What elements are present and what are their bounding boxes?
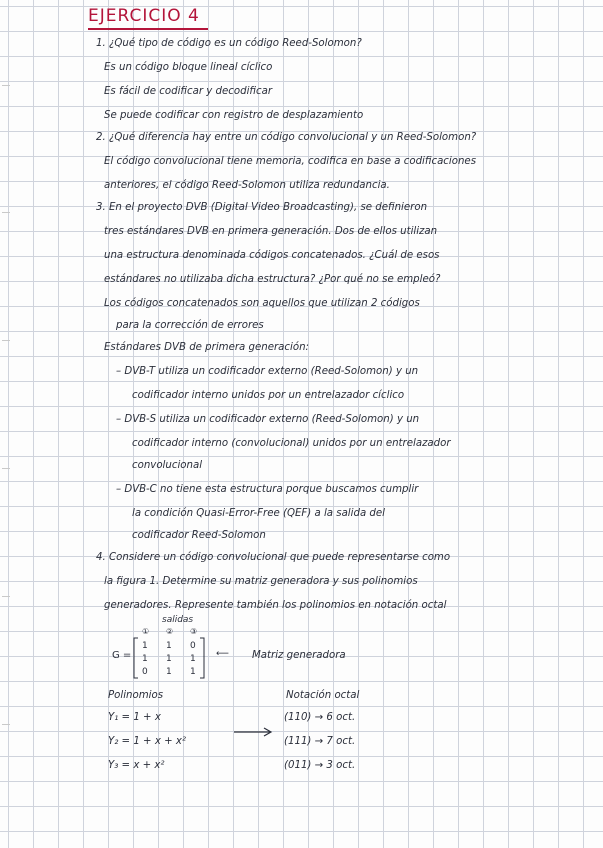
matrix-col-label: ②: [166, 627, 174, 636]
octal-row-2: (111) → 7 oct.: [284, 736, 356, 747]
q3-question-line-2: tres estándares DVB en primera generación. Dos de ellos utilizan: [104, 226, 438, 237]
q3-bullet-3-line-2: la condición Quasi-Error-Free (QEF) a la salida del: [132, 508, 385, 519]
matrix-cell: 1: [166, 654, 172, 664]
q2-number: 2.: [96, 132, 106, 143]
q3-bullet-2-line-3: convolucional: [132, 460, 203, 471]
matrix-caption: Matriz generadora: [252, 650, 346, 661]
q1-question: ¿Qué tipo de código es un código Reed-Solomon?: [108, 38, 362, 49]
matrix-cell: 0: [142, 667, 148, 677]
q3-number: 3.: [96, 202, 106, 213]
q3-bullet-3-line-3: codificador Reed-Solomon: [132, 530, 266, 541]
matrix-g-label: G =: [112, 650, 132, 661]
q1-line: [96, 38, 362, 49]
q3-bullet-3-line-1: – DVB-C no tiene esta estructura porque buscamos cumplir: [116, 484, 419, 495]
q2-question: ¿Qué diferencia hay entre un código convolucional y un Reed-Solomon?: [108, 132, 477, 143]
q1-answer-3: Se puede codificar con registro de desplazamiento: [104, 110, 364, 121]
q2-answer-line-1: El código convolucional tiene memoria, codifica en base a codificaciones: [104, 156, 477, 167]
matrix-col-label: ③: [190, 627, 198, 636]
matrix-cell: 1: [142, 654, 148, 664]
poly-row-3: Y₃ = x + x²: [108, 760, 165, 771]
q1-answer-2: Es fácil de codificar y decodificar: [104, 86, 273, 97]
matrix-cell: 1: [190, 654, 196, 664]
long-right-arrow-icon: [234, 726, 274, 738]
q3-question-line-1: En el proyecto DVB (Digital Video Broadcasting), se definieron: [108, 202, 428, 213]
q3-intro: Estándares DVB de primera generación:: [104, 342, 309, 353]
matrix-col-label: ①: [142, 627, 150, 636]
matrix-header: salidas: [162, 615, 194, 625]
q3-question-line-6: para la corrección de errores: [116, 320, 264, 331]
matrix-arrow-mark: ⟵: [216, 649, 229, 659]
q2-line: [96, 132, 476, 143]
matrix-cell: 0: [190, 641, 196, 651]
matrix-left-bracket: [134, 638, 138, 678]
q3-question-line-3: una estructura denominada códigos concatenados. ¿Cuál de esos: [104, 250, 440, 261]
q3-bullet-1-line-2: codificador interno unidos por un entrelazador cíclico: [132, 390, 405, 401]
q4-line-1: [96, 552, 450, 563]
polys-title: Polinomios: [108, 690, 164, 701]
matrix-cell: 1: [142, 641, 148, 651]
page-title: EJERCICIO 4: [88, 6, 200, 26]
generator-matrix: [112, 612, 232, 684]
title-underline: [88, 28, 208, 30]
q4-number: 4.: [96, 552, 106, 563]
q3-question-line-5: Los códigos concatenados son aquellos que utilizan 2 códigos: [104, 298, 420, 309]
q4-question-line-2: la figura 1. Determine su matriz generadora y sus polinomios: [104, 576, 418, 587]
matrix-cell: 1: [166, 667, 172, 677]
q3-bullet-2-line-1: – DVB-S utiliza un codificador externo (Reed-Solomon) y un: [116, 414, 420, 425]
poly-row-1: Y₁ = 1 + x: [108, 712, 161, 723]
q3-line-1: [96, 202, 427, 213]
q3-bullet-1-line-1: – DVB-T utiliza un codificador externo (Reed-Solomon) y un: [116, 366, 419, 377]
q2-answer-line-2: anteriores, el código Reed-Solomon utiliza redundancia.: [104, 180, 390, 191]
octal-row-3: (011) → 3 oct.: [284, 760, 356, 771]
q4-question-line-3: generadores. Represente también los polinomios en notación octal: [104, 600, 447, 611]
q4-question-line-1: Considere un código convolucional que puede representarse como: [108, 552, 451, 563]
matrix-cell: 1: [166, 641, 172, 651]
matrix-cell: 1: [190, 667, 196, 677]
q3-bullet-2-line-2: codificador interno (convolucional) unidos por un entrelazador: [132, 438, 451, 449]
poly-row-2: Y₂ = 1 + x + x²: [108, 736, 186, 747]
matrix-right-bracket: [200, 638, 204, 678]
octal-title: Notación octal: [286, 690, 360, 701]
octal-row-1: (110) → 6 oct.: [284, 712, 356, 723]
q3-question-line-4: estándares no utilizaba dicha estructura? ¿Por qué no se empleó?: [104, 274, 441, 285]
q1-answer-1: Es un código bloque lineal cíclico: [104, 62, 273, 73]
q1-number: 1.: [96, 38, 106, 49]
